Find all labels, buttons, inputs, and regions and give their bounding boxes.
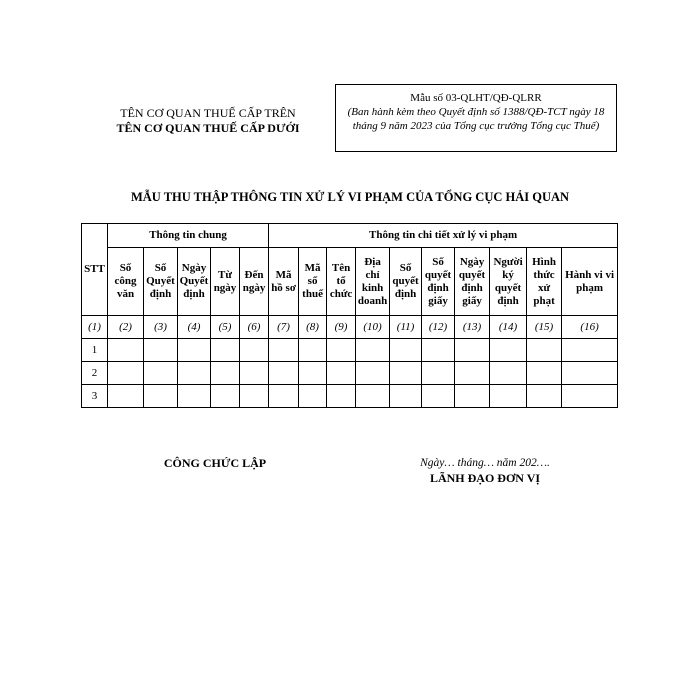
table-cell[interactable] xyxy=(211,339,240,362)
column-number: (3) xyxy=(144,316,178,339)
signature-date: Ngày… tháng… năm 202…. xyxy=(420,457,550,469)
table-cell[interactable] xyxy=(527,362,562,385)
table-cell[interactable] xyxy=(269,362,299,385)
column-number: (13) xyxy=(455,316,490,339)
column-number: (2) xyxy=(108,316,144,339)
table-cell[interactable] xyxy=(299,339,327,362)
detail-info-group-header: Thông tin chi tiết xử lý vi phạm xyxy=(269,224,618,248)
table-cell[interactable] xyxy=(144,385,178,408)
table-cell[interactable] xyxy=(211,362,240,385)
form-code-box xyxy=(335,84,617,152)
page-title: MẪU THU THẬP THÔNG TIN XỬ LÝ VI PHẠM CỦA TỔNG CỤC HẢI QUAN xyxy=(130,190,570,204)
table-cell[interactable] xyxy=(178,339,211,362)
column-number: (16) xyxy=(562,316,618,339)
preparer-role: CÔNG CHỨC LẬP xyxy=(163,456,267,470)
row-number: 2 xyxy=(82,362,108,385)
column-header: Từ ngày xyxy=(211,248,240,316)
column-number: (15) xyxy=(527,316,562,339)
column-number: (9) xyxy=(327,316,356,339)
table-cell[interactable] xyxy=(527,385,562,408)
table-cell[interactable] xyxy=(455,362,490,385)
column-header: Mã hồ sơ xyxy=(269,248,299,316)
table-cell[interactable] xyxy=(422,362,455,385)
table-cell[interactable] xyxy=(144,339,178,362)
table-cell[interactable] xyxy=(211,385,240,408)
preparer-signature-block xyxy=(145,456,285,471)
column-header: Ngày Quyết định xyxy=(178,248,211,316)
column-number: (6) xyxy=(240,316,269,339)
table-cell[interactable] xyxy=(490,362,527,385)
column-header: Số quyết định xyxy=(390,248,422,316)
table-cell[interactable] xyxy=(144,362,178,385)
table-cell[interactable] xyxy=(108,339,144,362)
table-row xyxy=(82,362,618,385)
table-cell[interactable] xyxy=(240,385,269,408)
lower-agency-name: TÊN CƠ QUAN THUẾ CẤP DƯỚI xyxy=(116,121,300,135)
column-number: (12) xyxy=(422,316,455,339)
column-number: (8) xyxy=(299,316,327,339)
table-cell[interactable] xyxy=(108,385,144,408)
leader-role: LÃNH ĐẠO ĐƠN VỊ xyxy=(429,471,541,485)
column-number: (1) xyxy=(82,316,108,339)
table-row xyxy=(82,339,618,362)
violation-data-table xyxy=(81,223,618,408)
column-header: Số quyết định giấy xyxy=(422,248,455,316)
stt-header: STT xyxy=(82,224,108,316)
table-cell[interactable] xyxy=(390,339,422,362)
table-cell[interactable] xyxy=(108,362,144,385)
column-header: Ngày quyết định giấy xyxy=(455,248,490,316)
leader-signature-block xyxy=(395,456,575,486)
column-header: Hành vi vi phạm xyxy=(562,248,618,316)
table-cell[interactable] xyxy=(390,362,422,385)
table-cell[interactable] xyxy=(178,362,211,385)
column-header: Người ký quyết định xyxy=(490,248,527,316)
table-cell[interactable] xyxy=(422,339,455,362)
table-cell[interactable] xyxy=(269,385,299,408)
column-header: Số công văn xyxy=(108,248,144,316)
table-cell[interactable] xyxy=(327,385,356,408)
table-cell[interactable] xyxy=(178,385,211,408)
table-cell[interactable] xyxy=(299,362,327,385)
table-cell[interactable] xyxy=(390,385,422,408)
table-row xyxy=(82,385,618,408)
column-number: (10) xyxy=(356,316,390,339)
column-number: (4) xyxy=(178,316,211,339)
table-cell[interactable] xyxy=(356,339,390,362)
column-number: (11) xyxy=(390,316,422,339)
form-code: Mẫu số 03-QLHT/QĐ-QLRR xyxy=(410,92,542,104)
column-header: Số Quyết định xyxy=(144,248,178,316)
column-number: (14) xyxy=(490,316,527,339)
row-number: 1 xyxy=(82,339,108,362)
column-header: Đến ngày xyxy=(240,248,269,316)
table-cell[interactable] xyxy=(562,339,618,362)
column-header: Hình thức xử phạt xyxy=(527,248,562,316)
table-cell[interactable] xyxy=(240,339,269,362)
column-number: (5) xyxy=(211,316,240,339)
column-number: (7) xyxy=(269,316,299,339)
column-header: Địa chỉ kinh doanh xyxy=(356,248,390,316)
agency-header xyxy=(108,106,308,136)
table-cell[interactable] xyxy=(356,362,390,385)
form-issuance-note: (Ban hành kèm theo Quyết định số 1388/QĐ-TCT ngày 18 tháng 9 năm 2023 của Tổng cục trưởng Tổng cục Thuế) xyxy=(347,106,605,132)
table-cell[interactable] xyxy=(422,385,455,408)
table-cell[interactable] xyxy=(327,339,356,362)
table-cell[interactable] xyxy=(455,385,490,408)
table-cell[interactable] xyxy=(240,362,269,385)
table-cell[interactable] xyxy=(269,339,299,362)
table-cell[interactable] xyxy=(356,385,390,408)
table-cell[interactable] xyxy=(562,385,618,408)
column-header: Tên tổ chức xyxy=(327,248,356,316)
table-cell[interactable] xyxy=(299,385,327,408)
table-cell[interactable] xyxy=(527,339,562,362)
table-cell[interactable] xyxy=(327,362,356,385)
table-cell[interactable] xyxy=(490,385,527,408)
row-number: 3 xyxy=(82,385,108,408)
upper-agency-name: TÊN CƠ QUAN THUẾ CẤP TRÊN xyxy=(120,106,296,120)
table-cell[interactable] xyxy=(490,339,527,362)
column-header: Mã số thuế xyxy=(299,248,327,316)
table-cell[interactable] xyxy=(562,362,618,385)
general-info-group-header: Thông tin chung xyxy=(108,224,269,248)
table-cell[interactable] xyxy=(455,339,490,362)
